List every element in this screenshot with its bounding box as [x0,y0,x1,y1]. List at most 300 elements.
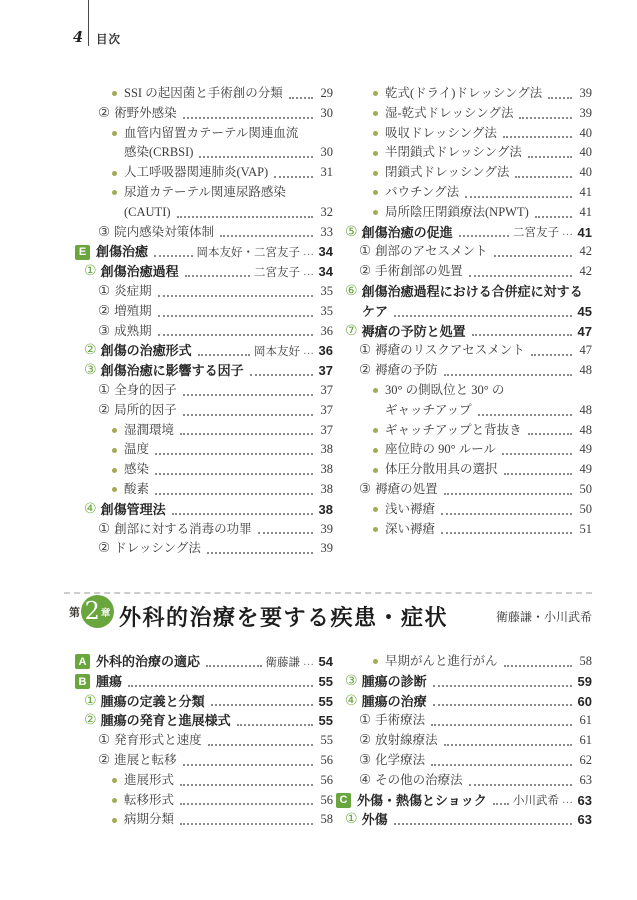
toc-row [75,262,333,282]
circled-number-icon: ② [98,540,111,557]
toc-row [75,223,333,243]
section-letter-badge: C [336,793,351,808]
entry-title: 院内感染対策体制 [114,224,215,239]
toc-row [336,711,592,731]
toc-row [75,143,333,163]
toc-row [75,711,333,731]
bullet-icon [373,507,378,512]
toc-row [75,771,333,791]
entry-page-number: 33 [320,224,333,239]
circled-number-icon: ③ [359,480,372,497]
dot-leader [155,493,313,495]
chapter-suffix: 章 [100,607,111,619]
entry-page-number: 47 [577,323,592,339]
section-letter-badge: A [75,654,90,669]
entry-title: 外傷・熱傷とショック [357,792,487,808]
entry-title: 感染 [124,462,150,477]
entry-page-number: 61 [579,713,592,728]
dot-leader [155,453,313,455]
circled-number-icon: ⑦ [345,322,358,339]
circled-number-icon: ① [345,811,358,828]
entry-title: 創部のアセスメント [375,244,488,259]
entry-title: 進展と転移 [114,752,177,767]
toc-row [75,440,333,460]
toc-row [336,361,592,381]
toc-row [75,751,333,771]
toc-row [336,460,592,480]
entry-page-number: 55 [318,693,333,709]
circled-number-icon: ① [359,243,372,260]
dot-leader [431,764,572,766]
dot-leader [528,433,572,435]
entry-authors: 岡本友好 [254,346,300,359]
dot-leader [494,255,573,257]
dot-leader [177,216,313,218]
dot-leader [478,414,572,416]
toc-row [75,791,333,811]
circled-number-icon: ④ [345,692,358,709]
bullet-icon [373,91,378,96]
toc-row [75,500,333,520]
entry-title: 尿道カテーテル関連尿路感染 [124,184,286,199]
toc-row [75,672,333,692]
entry-title: 腫瘍の定義と分類 [100,693,205,709]
entry-page-number: 32 [320,204,333,219]
entry-page-number: 58 [579,654,592,668]
chapter-number: 2 [84,596,100,625]
entry-page-number: 35 [320,303,333,318]
dot-leader [128,685,313,687]
entry-page-number: 48 [579,363,592,378]
entry-title: 転移形式 [124,792,175,807]
entry-page-number: 35 [320,283,333,298]
entry-authors: 衛藤謙 [265,656,300,669]
chapter-authors: 衛藤謙・小川武希 [495,610,592,624]
entry-page-number: 50 [579,481,592,496]
toc-row [336,302,592,322]
circled-number-icon: ① [98,732,111,749]
entry-title: ドレッシング法 [114,541,201,556]
entry-page-number: 59 [577,673,592,689]
entry-title: 炎症期 [114,283,152,298]
entry-title: 放射線療法 [375,733,438,748]
toc-row [75,163,333,183]
dot-leader [211,704,313,706]
dot-leader [158,315,313,317]
dot-leader [198,354,250,356]
circled-number-icon: ④ [84,500,97,517]
bullet-icon [112,468,117,473]
entry-page-number: 37 [320,402,333,417]
entry-title: 創傷管理法 [100,501,166,517]
dot-leader [441,513,572,515]
circled-number-icon: ① [98,381,111,398]
entry-page-number: 39 [320,541,333,556]
dot-leader [444,744,572,746]
entry-title: ギャッチアップと背抜き [385,422,522,437]
entry-title: 成熟期 [114,323,152,338]
bullet-icon [373,210,378,215]
entry-page-number: 39 [579,86,592,100]
entry-title: 手術創部の処置 [375,264,463,279]
entry-authors: 岡本友好・二宮友子 [196,247,300,260]
entry-title: 湿潤環境 [124,422,175,437]
entry-page-number: 31 [320,165,333,180]
entry-page-number: 30 [320,105,333,120]
dot-leader [493,803,509,805]
toc-row [75,520,333,540]
toc-row [75,401,333,421]
toc-row [336,751,592,771]
toc-row [336,143,592,163]
toc-column-1-right [336,84,592,539]
entry-title: 術野外感染 [114,105,177,120]
dot-leader [504,473,572,475]
circled-number-icon: ③ [359,751,372,768]
chapter-divider-dashed-line [64,592,592,594]
entry-page-number: 63 [577,792,592,808]
entry-page-number: 50 [579,501,592,516]
toc-column-1-left [75,84,333,559]
toc-row [336,183,592,203]
toc-row [336,104,592,124]
entry-title: 外傷 [361,812,388,828]
entry-page-number: 58 [320,812,333,827]
circled-number-icon: ③ [98,223,111,240]
bullet-icon [373,428,378,433]
dot-leader [528,156,572,158]
author-page-separator: … [303,246,314,259]
circled-number-icon: ⑥ [345,282,358,299]
dot-leader [274,176,313,178]
toc-row [336,84,592,104]
toc-row [336,401,592,421]
toc-row [75,731,333,751]
toc-row [75,322,333,342]
bullet-icon [373,131,378,136]
entry-title: その他の治療法 [375,772,463,787]
bullet-icon [112,428,117,433]
entry-title: 創傷の治癒形式 [100,343,192,359]
toc-row [336,440,592,460]
dot-leader [515,176,572,178]
entry-title: SSI の起因菌と手術創の分類 [124,86,283,100]
entry-title: 増殖期 [114,303,152,318]
author-page-separator: … [562,794,573,807]
dot-leader [444,374,572,376]
dot-leader [548,97,572,99]
entry-title: 半閉鎖式ドレッシング法 [385,145,522,160]
chapter-title: 外科的治療を要する疾患・症状 [119,605,449,630]
entry-page-number: 41 [579,204,592,219]
entry-authors: 二宮友子 [254,267,300,280]
entry-page-number: 48 [579,402,592,417]
author-page-separator: … [303,345,314,358]
circled-number-icon: ④ [359,771,372,788]
circled-number-icon: ③ [84,362,97,379]
entry-title: 褥瘡の予防と処置 [361,323,466,339]
entry-page-number: 38 [320,481,333,496]
author-page-separator: … [303,266,314,279]
entry-page-number: 45 [577,303,592,319]
entry-title: 褥瘡の予防 [375,363,438,378]
toc-row [336,731,592,751]
bullet-icon [373,111,378,116]
toc-row [75,302,333,322]
entry-page-number: 38 [318,501,333,517]
dot-leader [469,275,572,277]
entry-page-number: 37 [320,422,333,437]
circled-number-icon: ② [359,732,372,749]
chapter-number-circle-icon [81,595,114,628]
dot-leader [183,414,313,416]
bullet-icon [112,448,117,453]
page-number-header: 4 [73,29,84,46]
dot-leader [220,235,313,237]
bullet-icon [373,151,378,156]
circled-number-icon: ② [98,302,111,319]
dot-leader [531,354,572,356]
dot-leader [208,744,313,746]
bullet-icon [373,468,378,473]
entry-title: 早期がんと進行がん [385,654,498,668]
entry-page-number: 56 [320,772,333,787]
toc-row [75,810,333,830]
chapter-prefix: 第 [69,606,80,619]
toc-row [336,242,592,262]
toc-row [75,381,333,401]
bullet-icon [373,448,378,453]
entry-title: 30° の側臥位と 30° の [385,382,505,397]
dot-leader [158,334,313,336]
entry-page-number: 29 [320,86,333,100]
entry-page-number: 34 [318,244,333,260]
bullet-icon [112,778,117,783]
entry-title: 創傷治癒 [96,244,149,260]
bullet-icon [373,171,378,176]
bullet-icon [112,818,117,823]
dot-leader [258,532,313,534]
dot-leader [444,493,572,495]
dot-leader [535,216,572,218]
entry-title: 局所陰圧閉鎖療法(NPWT) [385,204,529,219]
toc-row [75,361,333,381]
bullet-icon [112,190,117,195]
entry-title: 人工呼吸器関連肺炎(VAP) [124,165,269,180]
entry-title: 座位時の 90° ルール [385,442,496,457]
dot-leader [207,552,313,554]
toc-row [75,84,333,104]
dot-leader [154,255,192,257]
chapter-number-badge [69,595,114,628]
dot-leader [183,394,313,396]
entry-page-number: 39 [320,521,333,536]
entry-page-number: 48 [579,422,592,437]
entry-page-number: 55 [318,673,333,689]
entry-authors: 小川武希 [513,795,559,808]
dot-leader [180,823,313,825]
dot-leader [433,685,572,687]
dot-leader [504,665,572,667]
entry-page-number: 30 [320,145,333,160]
entry-title: 温度 [124,442,150,457]
entry-page-number: 56 [320,792,333,807]
entry-authors: 二宮友子 [513,227,559,240]
entry-title: ケア [362,303,389,319]
toc-row [336,692,592,712]
entry-page-number: 61 [579,733,592,748]
toc-row [75,341,333,361]
dot-leader [158,295,313,297]
entry-page-number: 60 [577,693,592,709]
toc-row [336,203,592,223]
entry-page-number: 55 [320,733,333,748]
toc-row [336,810,592,830]
entry-title: 褥瘡のリスクアセスメント [375,343,525,358]
entry-title: 創部に対する消毒の功罪 [114,521,252,536]
bullet-icon [373,527,378,532]
toc-row [75,242,333,262]
entry-title: 病期分類 [124,812,175,827]
entry-page-number: 38 [320,442,333,457]
entry-page-number: 37 [318,363,333,379]
entry-page-number: 54 [318,654,333,669]
toc-row [336,163,592,183]
circled-number-icon: ② [98,751,111,768]
circled-number-icon: ① [84,692,97,709]
section-letter-badge: E [75,245,90,260]
author-page-separator: … [562,226,573,239]
entry-title: 創傷治癒過程 [100,264,179,280]
bullet-icon [112,487,117,492]
entry-page-number: 36 [320,323,333,338]
entry-page-number: 42 [579,244,592,259]
dot-leader [394,315,572,317]
entry-page-number: 56 [320,752,333,767]
toc-row [75,692,333,712]
entry-title: 浅い褥瘡 [385,501,436,516]
dot-leader [183,764,313,766]
circled-number-icon: ② [84,342,97,359]
circled-number-icon: ① [84,263,97,280]
entry-page-number: 49 [579,442,592,457]
entry-page-number: 38 [320,462,333,477]
bullet-icon [112,131,117,136]
toc-row [75,104,333,124]
entry-page-number: 63 [577,812,592,828]
entry-page-number: 40 [579,125,592,140]
bullet-icon [112,91,117,96]
dot-leader [394,823,572,825]
dot-leader [180,803,313,805]
entry-page-number: 37 [320,382,333,397]
circled-number-icon: ③ [345,672,358,689]
entry-title: 乾式(ドライ)ドレッシング法 [385,86,543,100]
toc-row [336,771,592,791]
entry-title: (CAUTI) [124,204,171,219]
entry-title: 閉鎖式ドレッシング法 [385,165,510,180]
toc-row [336,262,592,282]
entry-title: 全身的因子 [114,382,177,397]
entry-page-number: 63 [579,772,592,787]
toc-row [336,520,592,540]
toc-row [336,381,592,401]
entry-page-number: 62 [579,752,592,767]
entry-title: 湿-乾式ドレッシング法 [385,105,514,120]
bullet-icon [373,190,378,195]
dot-leader [206,665,261,667]
dot-leader [441,532,572,534]
toc-row [336,341,592,361]
dot-leader [289,97,313,99]
toc-row [75,203,333,223]
entry-title: 創傷治癒過程における合併症に対する [361,283,583,299]
dot-leader [183,117,313,119]
entry-title: 局所的因子 [114,402,177,417]
entry-title: パウチング法 [385,184,460,199]
entry-title: 吸収ドレッシング法 [385,125,497,140]
entry-title: 創傷治癒の促進 [361,224,453,240]
entry-title: 腫瘍の診断 [361,673,427,689]
dot-leader [199,156,313,158]
dot-leader [465,196,572,198]
dot-leader [459,235,509,237]
circled-number-icon: ① [98,282,111,299]
circled-number-icon: ① [359,342,372,359]
toc-column-2-left [75,652,333,830]
dot-leader [472,334,572,336]
entry-page-number: 40 [579,165,592,180]
entry-page-number: 36 [318,343,333,359]
toc-row [336,672,592,692]
circled-number-icon: ① [359,712,372,729]
toc-row [336,124,592,144]
entry-title: 感染(CRBSI) [124,145,194,160]
toc-row [75,652,333,672]
entry-title: 血管内留置カテーテル関連血流 [124,125,299,140]
dot-leader [503,136,572,138]
circled-number-icon: ③ [98,322,111,339]
toc-row [75,282,333,302]
circled-number-icon: ② [98,401,111,418]
header-vertical-rule [88,0,89,46]
dot-leader [431,724,572,726]
dot-leader [469,784,572,786]
author-page-separator: … [303,655,314,668]
bullet-icon [373,388,378,393]
toc-row [336,652,592,672]
toc-row [75,183,333,203]
toc-row [75,124,333,144]
dot-leader [185,275,250,277]
dot-leader [180,433,313,435]
entry-title: 発育形式と速度 [114,733,202,748]
toc-row [75,539,333,559]
entry-page-number: 55 [318,713,333,729]
page-title: 目次 [96,34,121,46]
entry-page-number: 41 [579,184,592,199]
bullet-icon [112,171,117,176]
toc-row [75,480,333,500]
bullet-icon [373,659,378,664]
entry-title: 酸素 [124,481,150,496]
entry-title: 褥瘡の処置 [375,481,438,496]
dot-leader [155,473,313,475]
entry-page-number: 39 [579,105,592,120]
entry-title: 深い褥瘡 [385,521,436,536]
section-letter-badge: B [75,674,90,689]
toc-row [336,322,592,342]
